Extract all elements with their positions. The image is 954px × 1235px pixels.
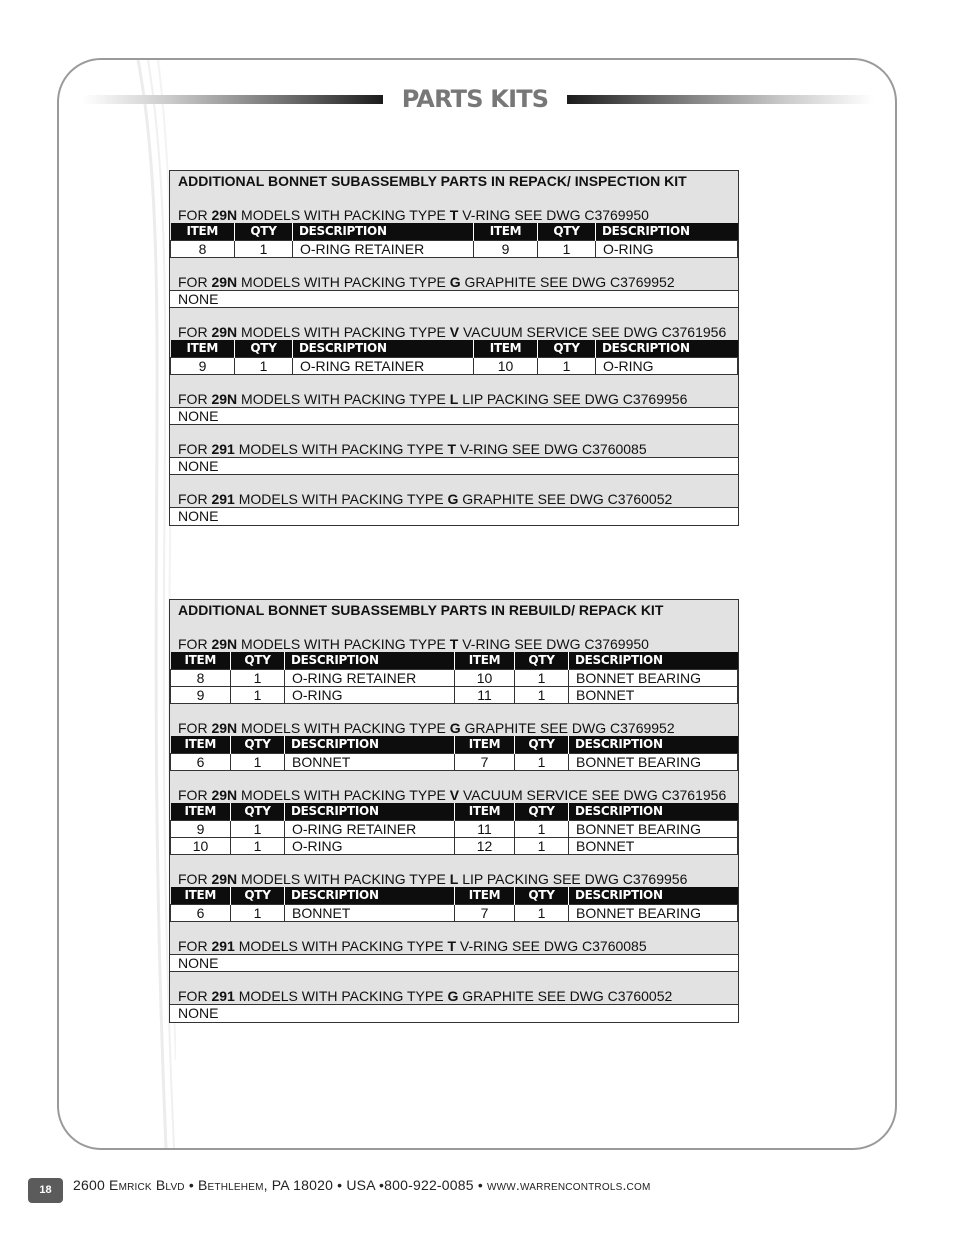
section-heading	[170, 375, 738, 407]
section-heading-post: V-RING SEE DWG C3769950	[458, 207, 649, 223]
table-cell: 9	[171, 358, 235, 375]
table-header-row	[171, 736, 738, 754]
column-header: ITEM	[171, 803, 231, 821]
table-cell: 7	[455, 905, 515, 922]
column-header: QTY	[231, 803, 285, 821]
column-header: DESCRIPTION	[285, 803, 455, 821]
column-header: QTY	[235, 223, 293, 241]
column-header: ITEM	[455, 736, 515, 754]
column-header: ITEM	[474, 340, 538, 358]
table-cell: 1	[235, 358, 293, 375]
section-heading-post: GRAPHITE SEE DWG C3760052	[458, 988, 673, 1004]
table-cell: 10	[474, 358, 538, 375]
table-cell: 1	[235, 241, 293, 258]
table-header-row	[171, 887, 738, 905]
table-cell: 6	[171, 754, 231, 771]
section-heading-type: L	[449, 871, 459, 887]
section-heading-mid: MODELS WITH PACKING TYPE	[237, 274, 450, 290]
table-cell: 10	[455, 670, 515, 687]
table-header-row	[171, 223, 738, 241]
section-heading-pre: FOR	[178, 441, 212, 457]
column-header: DESCRIPTION	[285, 652, 455, 670]
table-header-row	[171, 803, 738, 821]
column-header: DESCRIPTION	[569, 803, 738, 821]
section-heading	[170, 258, 738, 290]
table-cell: 8	[171, 670, 231, 687]
section-heading-model: 29N	[211, 787, 238, 803]
table-cell: BONNET	[285, 905, 455, 922]
section-heading-pre: FOR	[178, 207, 212, 223]
rebuild-repack-kit-table	[169, 599, 739, 1023]
section-heading-model: 29N	[211, 871, 238, 887]
table-cell: 6	[171, 905, 231, 922]
column-header: DESCRIPTION	[569, 887, 738, 905]
table-cell: 1	[515, 754, 569, 771]
table-cell: O-RING RETAINER	[293, 358, 474, 375]
section-heading-mid: MODELS WITH PACKING TYPE	[237, 207, 450, 223]
section-heading-post: V-RING SEE DWG C3760085	[456, 441, 647, 457]
section-heading	[170, 855, 738, 887]
table-cell: O-RING RETAINER	[285, 670, 455, 687]
table-cell: BONNET	[569, 838, 738, 855]
table-cell: BONNET BEARING	[569, 905, 738, 922]
section-heading-post: LIP PACKING SEE DWG C3769956	[458, 391, 688, 407]
section-heading-model: 291	[211, 988, 235, 1004]
table-cell: 1	[231, 754, 285, 771]
section-heading-type: G	[449, 274, 461, 290]
section-heading-type: G	[447, 491, 459, 507]
section-heading-post: GRAPHITE SEE DWG C3760052	[458, 491, 673, 507]
column-header: ITEM	[171, 736, 231, 754]
table-row	[171, 821, 738, 838]
table-row	[171, 754, 738, 771]
column-header: QTY	[515, 887, 569, 905]
column-header: QTY	[231, 736, 285, 754]
section-heading	[170, 308, 738, 340]
table-cell: 11	[455, 821, 515, 838]
table-cell: 9	[171, 821, 231, 838]
kit-title: ADDITIONAL BONNET SUBASSEMBLY PARTS IN REBUILD/ REPACK KIT	[178, 602, 664, 618]
table-cell: 1	[231, 821, 285, 838]
table-cell: 10	[171, 838, 231, 855]
column-header: DESCRIPTION	[293, 340, 474, 358]
column-header: QTY	[235, 340, 293, 358]
column-header: ITEM	[474, 223, 538, 241]
table-cell: O-RING RETAINER	[293, 241, 474, 258]
none-row: NONE	[170, 954, 738, 972]
column-header: DESCRIPTION	[596, 340, 738, 358]
section-heading-model: 291	[211, 938, 235, 954]
none-row: NONE	[170, 290, 738, 308]
table-cell: BONNET BEARING	[569, 821, 738, 838]
parts-table	[170, 652, 738, 704]
section-heading	[170, 425, 738, 457]
column-header: QTY	[538, 223, 596, 241]
table-row	[171, 838, 738, 855]
table-cell: O-RING	[596, 241, 738, 258]
section-heading-post: VACUUM SERVICE SEE DWG C3761956	[459, 324, 727, 340]
column-header: DESCRIPTION	[596, 223, 738, 241]
section-heading-type: T	[449, 207, 459, 223]
table-cell: 9	[171, 687, 231, 704]
section-heading-mid: MODELS WITH PACKING TYPE	[237, 787, 450, 803]
section-heading-pre: FOR	[178, 391, 212, 407]
section-heading	[170, 191, 738, 223]
column-header: ITEM	[171, 887, 231, 905]
section-heading-mid: MODELS WITH PACKING TYPE	[237, 391, 450, 407]
title-rule-left	[82, 95, 383, 104]
none-row: NONE	[170, 507, 738, 525]
column-header: QTY	[515, 803, 569, 821]
table-cell: BONNET	[285, 754, 455, 771]
table-cell: 1	[231, 905, 285, 922]
section-heading-model: 29N	[211, 391, 238, 407]
column-header: DESCRIPTION	[569, 736, 738, 754]
section-heading-pre: FOR	[178, 491, 212, 507]
section-heading-mid: MODELS WITH PACKING TYPE	[234, 988, 448, 1004]
table-cell: 1	[231, 838, 285, 855]
section-heading-model: 29N	[211, 324, 238, 340]
table-cell: O-RING	[285, 687, 455, 704]
section-heading-type: T	[449, 636, 459, 652]
footer-address: 2600 Emrick Blvd • Bethlehem, PA 18020 • USA •800-922-0085 • www.warrencontrols.com	[73, 1177, 651, 1193]
column-header: ITEM	[455, 887, 515, 905]
section-heading-mid: MODELS WITH PACKING TYPE	[234, 938, 448, 954]
table-cell: O-RING	[285, 838, 455, 855]
section-heading-type: G	[449, 720, 461, 736]
none-row: NONE	[170, 407, 738, 425]
column-header: ITEM	[455, 803, 515, 821]
column-header: ITEM	[455, 652, 515, 670]
table-row	[171, 905, 738, 922]
section-heading-post: VACUUM SERVICE SEE DWG C3761956	[459, 787, 727, 803]
parts-table	[170, 340, 738, 375]
column-header: DESCRIPTION	[569, 652, 738, 670]
section-heading-type: G	[447, 988, 459, 1004]
table-cell: BONNET	[569, 687, 738, 704]
section-heading-type: L	[449, 391, 459, 407]
table-cell: O-RING RETAINER	[285, 821, 455, 838]
column-header: DESCRIPTION	[285, 887, 455, 905]
none-row: NONE	[170, 457, 738, 475]
section-heading	[170, 620, 738, 652]
table-row	[171, 358, 738, 375]
section-heading-model: 29N	[211, 636, 238, 652]
kit-title: ADDITIONAL BONNET SUBASSEMBLY PARTS IN REPACK/ INSPECTION KIT	[178, 173, 687, 189]
section-heading	[170, 475, 738, 507]
section-heading	[170, 972, 738, 1004]
section-heading	[170, 704, 738, 736]
section-heading-model: 291	[211, 491, 235, 507]
column-header: ITEM	[171, 340, 235, 358]
table-row	[171, 241, 738, 258]
section-heading-mid: MODELS WITH PACKING TYPE	[237, 636, 450, 652]
section-heading-pre: FOR	[178, 871, 212, 887]
title-rule-right	[567, 95, 874, 104]
section-heading-pre: FOR	[178, 938, 212, 954]
repack-inspection-kit-table	[169, 170, 739, 526]
table-cell: 9	[474, 241, 538, 258]
parts-table	[170, 736, 738, 771]
column-header: DESCRIPTION	[293, 223, 474, 241]
page-title: PARTS KITS	[401, 85, 549, 113]
section-heading-pre: FOR	[178, 636, 212, 652]
section-heading-mid: MODELS WITH PACKING TYPE	[237, 324, 450, 340]
section-heading-mid: MODELS WITH PACKING TYPE	[237, 871, 450, 887]
section-heading-model: 291	[211, 441, 235, 457]
page-number: 18	[28, 1178, 63, 1203]
section-heading-mid: MODELS WITH PACKING TYPE	[234, 441, 448, 457]
table-cell: O-RING	[596, 358, 738, 375]
column-header: QTY	[538, 340, 596, 358]
column-header: ITEM	[171, 652, 231, 670]
table-header-row	[171, 340, 738, 358]
section-heading-pre: FOR	[178, 274, 212, 290]
section-heading-type: T	[447, 441, 456, 457]
table-cell: 1	[515, 670, 569, 687]
table-cell: 8	[171, 241, 235, 258]
column-header: ITEM	[171, 223, 235, 241]
none-row: NONE	[170, 1004, 738, 1022]
parts-table	[170, 803, 738, 855]
table-cell: BONNET BEARING	[569, 754, 738, 771]
column-header: QTY	[515, 736, 569, 754]
column-header: QTY	[231, 887, 285, 905]
section-heading-pre: FOR	[178, 720, 212, 736]
section-heading-post: LIP PACKING SEE DWG C3769956	[458, 871, 688, 887]
table-row	[171, 670, 738, 687]
column-header: DESCRIPTION	[285, 736, 455, 754]
table-cell: 1	[515, 838, 569, 855]
section-heading-post: GRAPHITE SEE DWG C3769952	[460, 274, 675, 290]
table-cell: 7	[455, 754, 515, 771]
table-cell: 1	[231, 670, 285, 687]
parts-table	[170, 223, 738, 258]
section-heading-pre: FOR	[178, 324, 212, 340]
section-heading-mid: MODELS WITH PACKING TYPE	[237, 720, 450, 736]
parts-table	[170, 887, 738, 922]
section-heading-post: V-RING SEE DWG C3760085	[456, 938, 647, 954]
section-heading-type: V	[449, 324, 460, 340]
table-cell: 11	[455, 687, 515, 704]
table-cell: 1	[515, 905, 569, 922]
column-header: QTY	[231, 652, 285, 670]
table-cell: 1	[515, 687, 569, 704]
section-heading	[170, 771, 738, 803]
table-cell: 1	[538, 241, 596, 258]
table-cell: BONNET BEARING	[569, 670, 738, 687]
section-heading-model: 29N	[211, 720, 238, 736]
section-heading-pre: FOR	[178, 988, 212, 1004]
section-heading-model: 29N	[211, 274, 238, 290]
table-cell: 1	[231, 687, 285, 704]
table-cell: 12	[455, 838, 515, 855]
section-heading-post: V-RING SEE DWG C3769950	[458, 636, 649, 652]
section-heading-model: 29N	[211, 207, 238, 223]
table-cell: 1	[515, 821, 569, 838]
section-heading-type: V	[449, 787, 460, 803]
section-heading-mid: MODELS WITH PACKING TYPE	[234, 491, 448, 507]
section-heading-post: GRAPHITE SEE DWG C3769952	[460, 720, 675, 736]
column-header: QTY	[515, 652, 569, 670]
section-heading-pre: FOR	[178, 787, 212, 803]
table-row	[171, 687, 738, 704]
section-heading	[170, 922, 738, 954]
table-header-row	[171, 652, 738, 670]
section-heading-type: T	[447, 938, 456, 954]
table-cell: 1	[538, 358, 596, 375]
